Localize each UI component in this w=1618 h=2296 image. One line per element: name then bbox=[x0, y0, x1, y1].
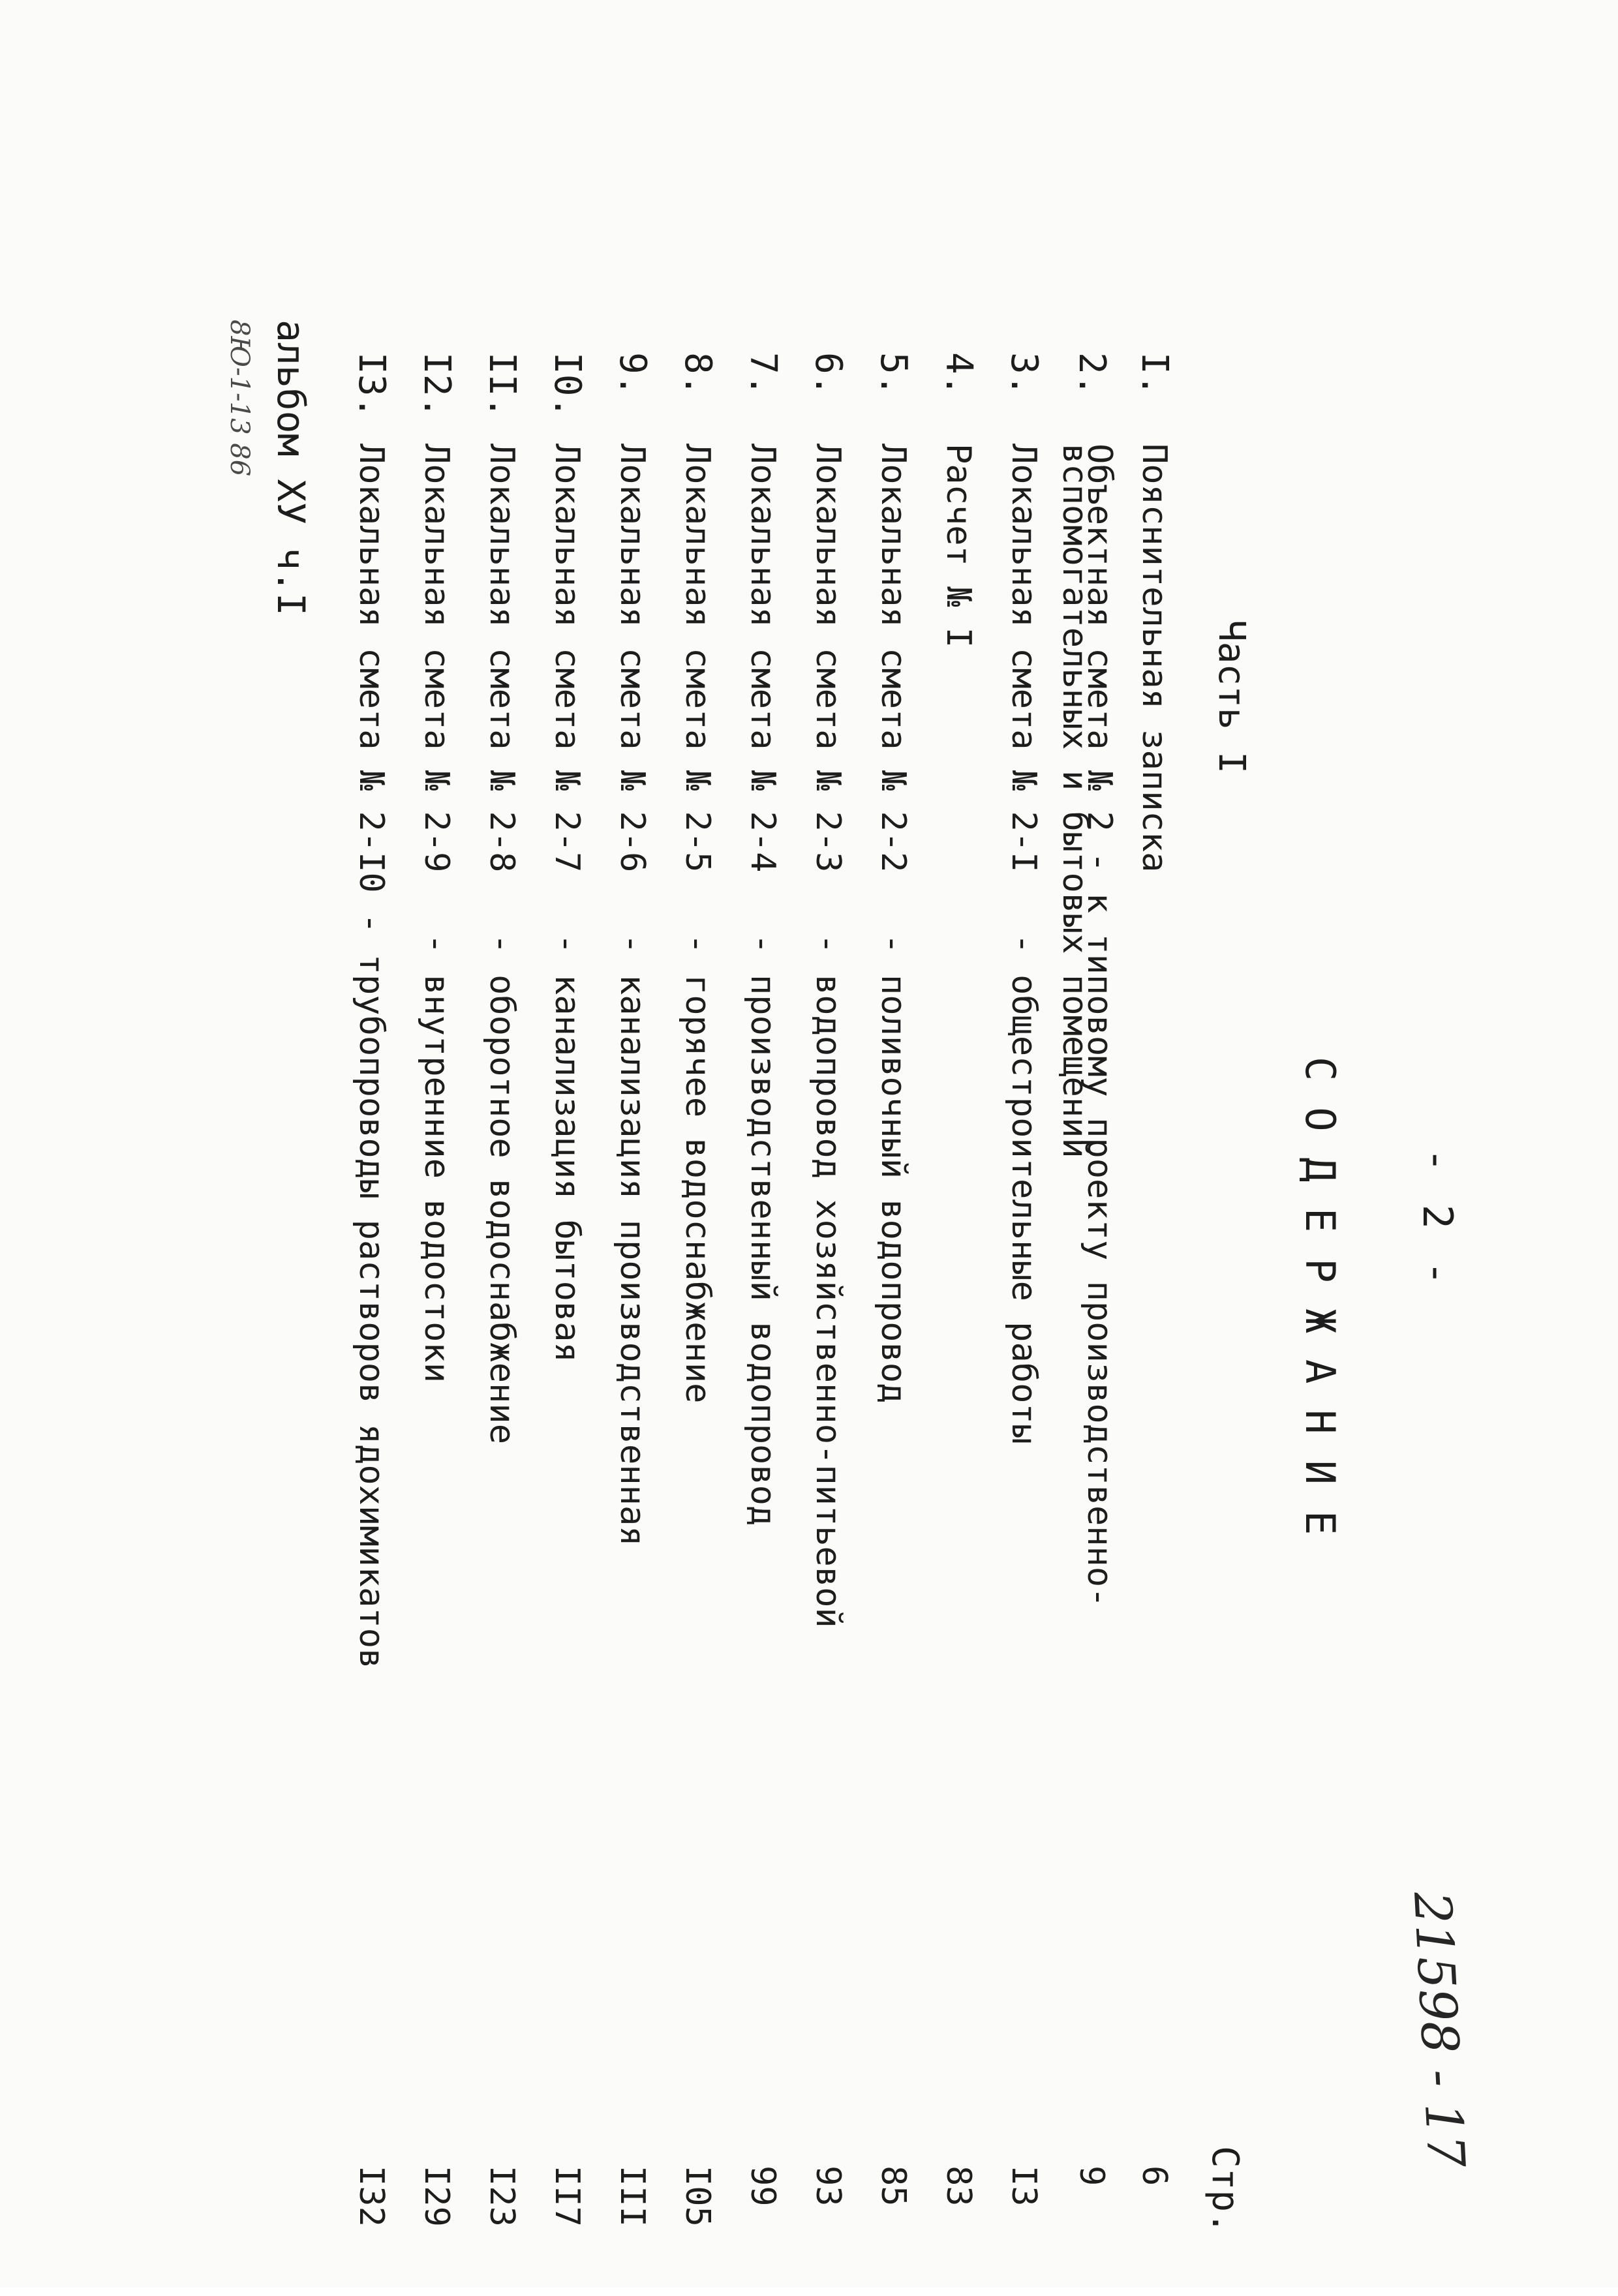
toc-item-title: Локальная смета № 2-9 - внутренние водостоки bbox=[417, 444, 456, 1383]
toc-item-page: 99 bbox=[743, 2166, 782, 2207]
toc-item-number: I2. bbox=[416, 352, 458, 419]
toc-item-title: Локальная смета № 2-2 - поливочный водопровод bbox=[874, 444, 913, 1404]
page-title: СОДЕРЖАНИЕ bbox=[1296, 1057, 1344, 1562]
toc-item-page: II7 bbox=[547, 2166, 587, 2227]
toc-item-number: 4. bbox=[938, 352, 980, 397]
toc-item-page: 9 bbox=[1072, 2166, 1111, 2186]
part-label: Часть I bbox=[1210, 620, 1253, 774]
toc-item-title: Локальная смета № 2-I0 - трубопроводы растворов ядохимикатов bbox=[352, 444, 391, 1669]
toc-item-title: Локальная смета № 2-7 - канализация бытовая bbox=[547, 444, 587, 1363]
toc-item-title: Локальная смета № 2-I - общестроительные работы bbox=[1004, 444, 1043, 1445]
toc-item-number: 3. bbox=[1003, 352, 1045, 397]
toc-item-page: 85 bbox=[874, 2166, 913, 2207]
toc-item-page: III bbox=[613, 2166, 652, 2227]
document-code: 21598 - 17 bbox=[1401, 1890, 1476, 2169]
toc-item-title: Пояснительная записка bbox=[1135, 444, 1174, 873]
toc-item-page: I32 bbox=[352, 2166, 391, 2227]
toc-item-page: I3 bbox=[1004, 2166, 1043, 2207]
page-number: - 2 - bbox=[1414, 1148, 1461, 1290]
toc-item-number: 8. bbox=[677, 352, 719, 397]
toc-item-title: Локальная смета № 2-8 - оборотное водоснабжение bbox=[482, 444, 521, 1445]
toc-item-number: 9. bbox=[611, 352, 654, 397]
toc-item-title: Локальная смета № 2-5 - горячее водоснабжение bbox=[678, 444, 717, 1404]
toc-item-number: 2. bbox=[1071, 352, 1113, 397]
toc-item-number: II. bbox=[481, 352, 523, 419]
album-label: альбом ХУ ч.I bbox=[269, 320, 313, 616]
toc-item-number: 5. bbox=[872, 352, 915, 397]
toc-item-page: 6 bbox=[1135, 2166, 1174, 2186]
page-column-header: Стр. bbox=[1204, 2146, 1246, 2234]
toc-item-title: Локальная смета № 2-3 - водопровод хозяйственно-питьевой bbox=[808, 444, 847, 1628]
toc-item-title: Объектная смета № 2 - к типовому проекту производственно- вспомогательных и бытовых помещений bbox=[1055, 444, 1119, 1608]
toc-item-page: I29 bbox=[417, 2166, 456, 2227]
inventory-note: 8Ю-1-13 86 bbox=[224, 320, 254, 477]
toc-item-number: I0. bbox=[546, 352, 588, 419]
toc-item-page: I23 bbox=[482, 2166, 521, 2227]
toc-item-page: 93 bbox=[808, 2166, 847, 2207]
toc-item-title: Локальная смета № 2-6 - канализация производственная bbox=[613, 444, 652, 1547]
toc-item-page: 83 bbox=[939, 2166, 978, 2207]
toc-item-number: 6. bbox=[807, 352, 849, 397]
toc-item-number: 7. bbox=[742, 352, 784, 397]
toc-item-title: Расчет № I bbox=[939, 444, 978, 648]
toc-item-title: Локальная смета № 2-4 - производственный водопровод bbox=[743, 444, 782, 1526]
toc-item-number: I3. bbox=[350, 352, 393, 419]
toc-item-number: I. bbox=[1133, 352, 1176, 397]
toc-item-page: I05 bbox=[678, 2166, 717, 2227]
